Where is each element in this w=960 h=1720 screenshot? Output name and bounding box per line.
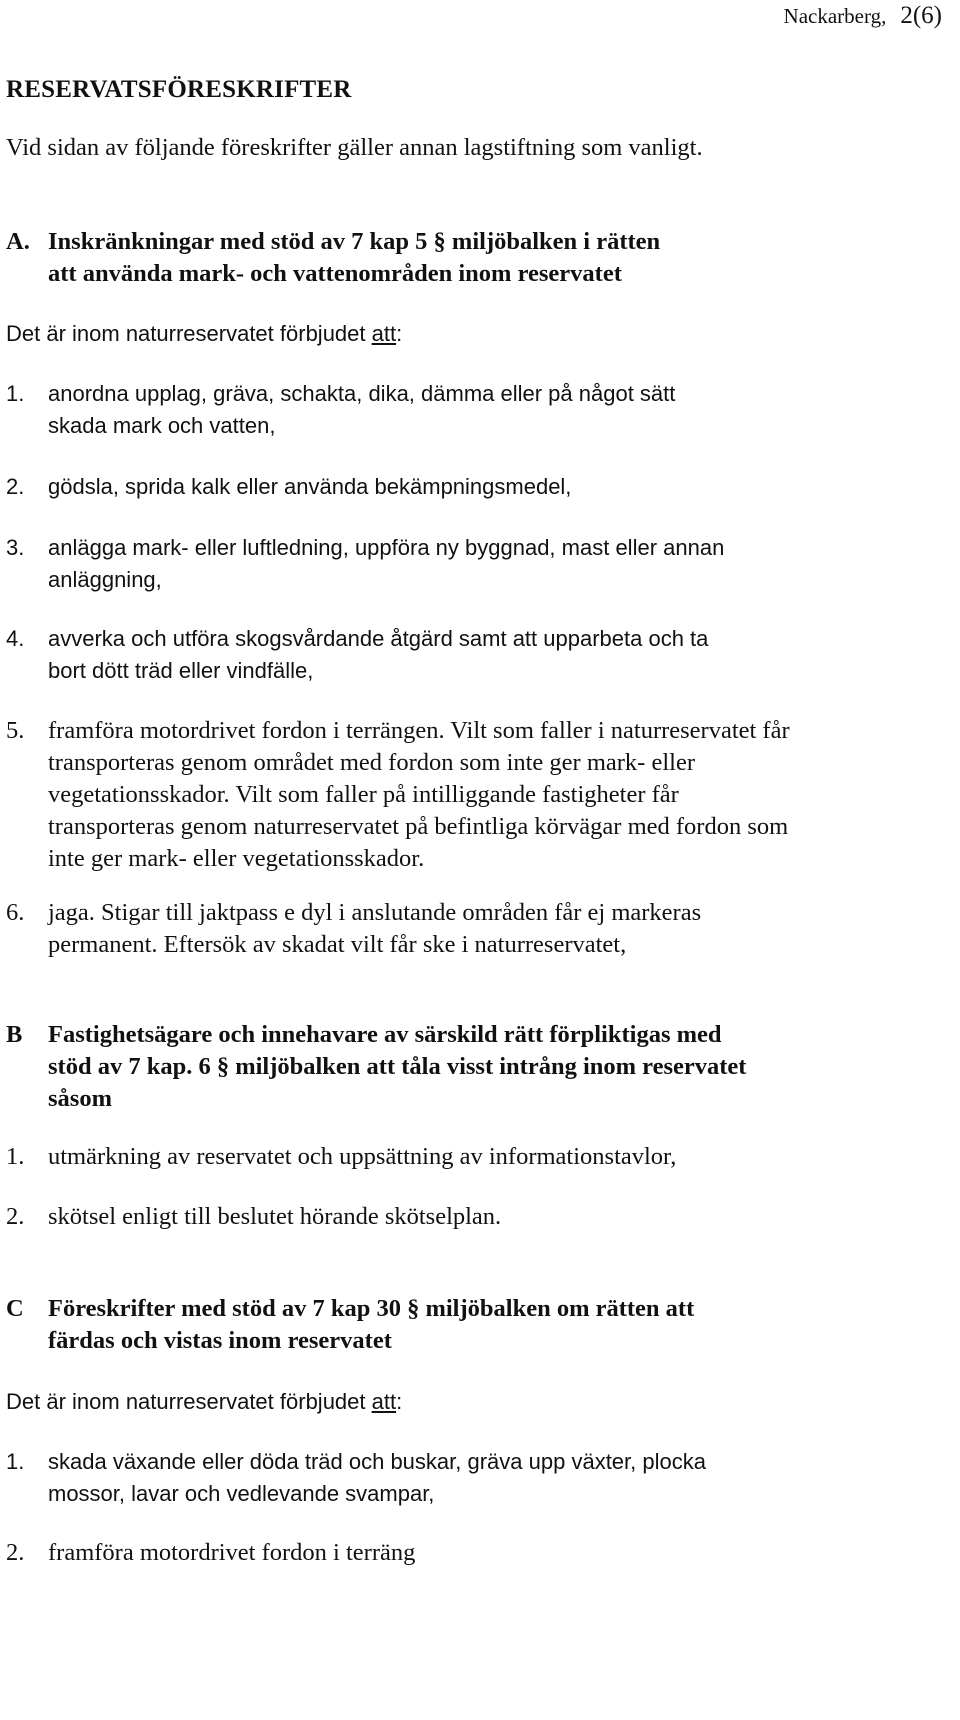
list-item <box>6 1201 936 1233</box>
item-text: utmärkning av reservatet och uppsättning av informationstavlor, <box>48 1143 677 1170</box>
item-text: framföra motordrivet fordon i terrängen. Vilt som faller i naturreservatet får transporteras genom området med fordon som inte ger mark- eller vegetationsskador. Vilt som faller på intilliggande fastigheter får transporteras genom naturreservatet på befintliga körvägar med fordon som inte ger mark- eller vegetationsskador. <box>48 717 790 872</box>
header-location: Nackarberg, <box>783 4 887 28</box>
list-item <box>6 897 766 961</box>
item-number: 1. <box>6 381 25 406</box>
lead-underlined: att <box>371 321 397 346</box>
section-b-heading <box>6 1019 766 1115</box>
item-number: 2. <box>6 474 25 499</box>
section-a-label: A. <box>6 228 30 255</box>
item-text: framföra motordrivet fordon i terräng <box>48 1539 416 1566</box>
lead-underlined: att <box>371 1389 397 1414</box>
item-number: 2. <box>6 1203 25 1230</box>
item-number: 2. <box>6 1539 25 1566</box>
section-c-title: Föreskrifter med stöd av 7 kap 30 § miljöbalken om rätten att färdas och vistas inom reservatet <box>48 1295 695 1354</box>
section-c-heading <box>6 1293 766 1357</box>
list-item <box>6 378 706 442</box>
list-item <box>6 623 746 687</box>
list-item <box>6 1141 936 1173</box>
document-title: RESERVATSFÖRESKRIFTER <box>6 76 352 103</box>
section-c-label: C <box>6 1295 24 1322</box>
item-number: 5. <box>6 717 25 744</box>
item-text: skötsel enligt till beslutet hörande skötselplan. <box>48 1203 502 1230</box>
item-text: anlägga mark- eller luftledning, uppföra ny byggnad, mast eller annan anläggning, <box>48 535 725 592</box>
lead-text: Det är inom naturreservatet förbjudet <box>6 1389 372 1414</box>
item-number: 1. <box>6 1143 25 1170</box>
section-a-heading <box>6 226 666 290</box>
item-number: 4. <box>6 626 25 651</box>
item-text: jaga. Stigar till jaktpass e dyl i anslutande områden får ej markeras permanent. Eftersök av skadat vilt får ske i naturreservatet, <box>48 899 702 958</box>
lead-suffix: : <box>396 1389 403 1414</box>
intro-paragraph: Vid sidan av följande föreskrifter gäller annan lagstiftning som vanligt. <box>6 134 703 161</box>
item-text: gödsla, sprida kalk eller använda bekämpningsmedel, <box>48 474 572 499</box>
item-text: anordna upplag, gräva, schakta, dika, dämma eller på något sätt skada mark och vatten, <box>48 381 676 438</box>
item-text: skada växande eller döda träd och buskar, gräva upp växter, plocka mossor, lavar och vedlevande svampar, <box>48 1449 706 1506</box>
lead-text: Det är inom naturreservatet förbjudet <box>6 321 372 346</box>
section-a-lead <box>6 318 936 350</box>
item-number: 1. <box>6 1449 25 1474</box>
item-number: 6. <box>6 899 25 926</box>
page-header <box>784 2 942 30</box>
lead-suffix: : <box>396 321 403 346</box>
section-b-label: B <box>6 1021 23 1048</box>
section-b-title: Fastighetsägare och innehavare av särskild rätt förpliktigas med stöd av 7 kap. 6 § miljöbalken att tåla visst intrång inom reservatet såsom <box>48 1021 747 1112</box>
list-item <box>6 532 746 596</box>
list-item <box>6 1446 726 1510</box>
item-text: avverka och utföra skogsvårdande åtgärd samt att upparbeta och ta bort dött träd eller vindfälle, <box>48 626 709 683</box>
item-number: 3. <box>6 535 25 560</box>
list-item <box>6 471 936 503</box>
list-item <box>6 1537 936 1569</box>
page-number: 2(6) <box>900 2 942 29</box>
list-item <box>6 715 806 875</box>
section-c-lead <box>6 1386 936 1418</box>
section-a-title: Inskränkningar med stöd av 7 kap 5 § miljöbalken i rätten att använda mark- och vattenområden inom reservatet <box>48 228 661 287</box>
